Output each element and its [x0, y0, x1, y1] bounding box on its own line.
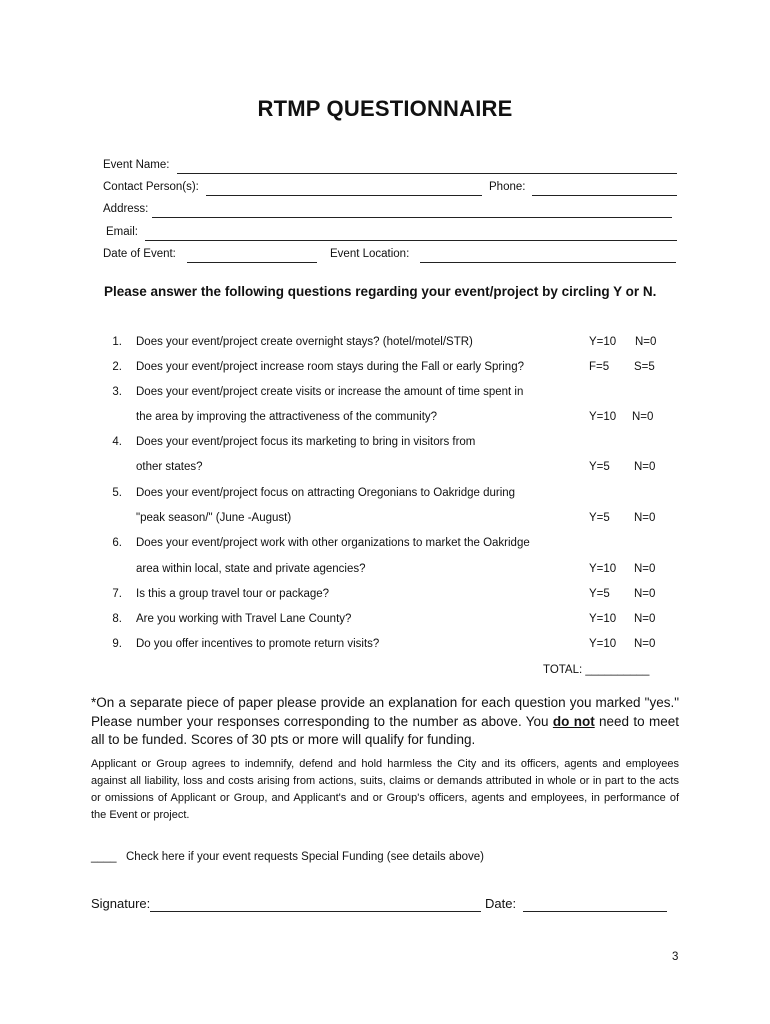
explanation-note-text: *On a separate piece of paper please provide an explanation for each question you marked "yes." Please number your responses corresponding to the number as above. You	[91, 695, 679, 729]
question-9-score-no[interactable]: N=0	[634, 638, 656, 650]
question-2-score-spring[interactable]: S=5	[634, 361, 655, 373]
contact-person-label: Contact Person(s):	[103, 181, 199, 193]
question-4-number: 4.	[112, 436, 122, 448]
question-4-score-yes[interactable]: Y=5	[589, 461, 610, 473]
question-2-score-fall[interactable]: F=5	[589, 361, 610, 373]
question-2-number: 2.	[112, 361, 122, 373]
question-4-text-continued: other states?	[136, 461, 203, 473]
question-6-score-yes[interactable]: Y=10	[589, 563, 617, 575]
question-7-score-yes[interactable]: Y=5	[589, 588, 610, 600]
explanation-note-text-end: need to meet all to be funded. Scores of 30 pts or more will qualify for funding.	[91, 713, 679, 748]
question-7-text: Is this a group travel tour or package?	[136, 588, 330, 600]
question-6-score-no[interactable]: N=0	[634, 563, 656, 575]
question-5-text-continued: "peak season/" (June -August)	[136, 512, 292, 524]
question-3-score-no[interactable]: N=0	[632, 411, 654, 423]
phone-field[interactable]	[532, 183, 677, 196]
signature-label: Signature:	[91, 896, 151, 911]
question-8-text: Are you working with Travel Lane County?	[136, 613, 352, 625]
question-8-score-no[interactable]: N=0	[634, 613, 656, 625]
signature-field[interactable]	[150, 899, 481, 912]
event-location-label: Event Location:	[330, 248, 410, 260]
question-8-score-yes[interactable]: Y=10	[589, 613, 617, 625]
question-3-text: Does your event/project create visits or increase the amount of time spent in	[136, 386, 524, 398]
address-field[interactable]	[152, 205, 672, 218]
event-name-label: Event Name:	[103, 159, 170, 171]
event-name-field[interactable]	[177, 161, 677, 174]
question-7-number: 7.	[112, 588, 122, 600]
email-label: Email:	[106, 226, 138, 238]
special-funding-checkbox[interactable]: ____	[91, 851, 117, 863]
question-6-number: 6.	[112, 537, 122, 549]
page-number: 3	[672, 951, 679, 963]
email-field[interactable]	[145, 228, 677, 241]
question-1-number: 1.	[112, 336, 122, 348]
question-4-text: Does your event/project focus its marketing to bring in visitors from	[136, 436, 476, 448]
question-1-score-no[interactable]: N=0	[635, 336, 657, 348]
question-9-text: Do you offer incentives to promote return visits?	[136, 638, 380, 650]
document-title: RTMP QUESTIONNAIRE	[257, 96, 513, 121]
address-label: Address:	[103, 203, 149, 215]
question-3-score-yes[interactable]: Y=10	[589, 411, 617, 423]
question-1-score-yes[interactable]: Y=10	[589, 336, 617, 348]
question-8-number: 8.	[112, 613, 122, 625]
contact-person-field[interactable]	[206, 183, 482, 196]
question-5-text: Does your event/project focus on attracting Oregonians to Oakridge during	[136, 487, 516, 499]
question-2-text: Does your event/project increase room stays during the Fall or early Spring?	[136, 361, 524, 373]
question-6-text: Does your event/project work with other organizations to market the Oakridge	[136, 537, 530, 549]
do-not-emphasis: do not	[552, 713, 595, 729]
date-label: Date:	[485, 896, 517, 911]
question-5-number: 5.	[112, 487, 122, 499]
question-9-score-yes[interactable]: Y=10	[589, 638, 617, 650]
question-9-number: 9.	[112, 638, 122, 650]
date-of-event-label: Date of Event:	[103, 248, 176, 260]
phone-label: Phone:	[489, 181, 526, 193]
question-4-score-no[interactable]: N=0	[634, 461, 656, 473]
date-of-event-field[interactable]	[187, 250, 317, 263]
instructions-text: Please answer the following questions regarding your event/project by circling Y or N.	[104, 284, 657, 299]
explanation-note	[91, 694, 679, 750]
question-7-score-no[interactable]: N=0	[634, 588, 656, 600]
special-funding-text: Check here if your event requests Special Funding (see details above)	[126, 851, 484, 863]
question-5-score-no[interactable]: N=0	[634, 512, 656, 524]
question-3-number: 3.	[112, 386, 122, 398]
indemnification-paragraph: Applicant or Group agrees to indemnify, defend and hold harmless the City and its officers, agents and employees against all liability, loss and costs arising from actions, suits, claims or demands attributed in whole or in part to the acts or omissions of Applicant or Group, and Applicant's and or Group's officers, agents and employees, in performance of the Event or project.	[91, 758, 679, 821]
date-field[interactable]	[523, 899, 667, 912]
question-3-text-continued: the area by improving the attractiveness of the community?	[136, 411, 438, 423]
event-location-field[interactable]	[420, 250, 676, 263]
question-1-text: Does your event/project create overnight stays? (hotel/motel/STR)	[136, 336, 473, 348]
question-6-text-continued: area within local, state and private agencies?	[136, 563, 366, 575]
question-5-score-yes[interactable]: Y=5	[589, 512, 610, 524]
total-field[interactable]: TOTAL: __________	[543, 664, 650, 676]
